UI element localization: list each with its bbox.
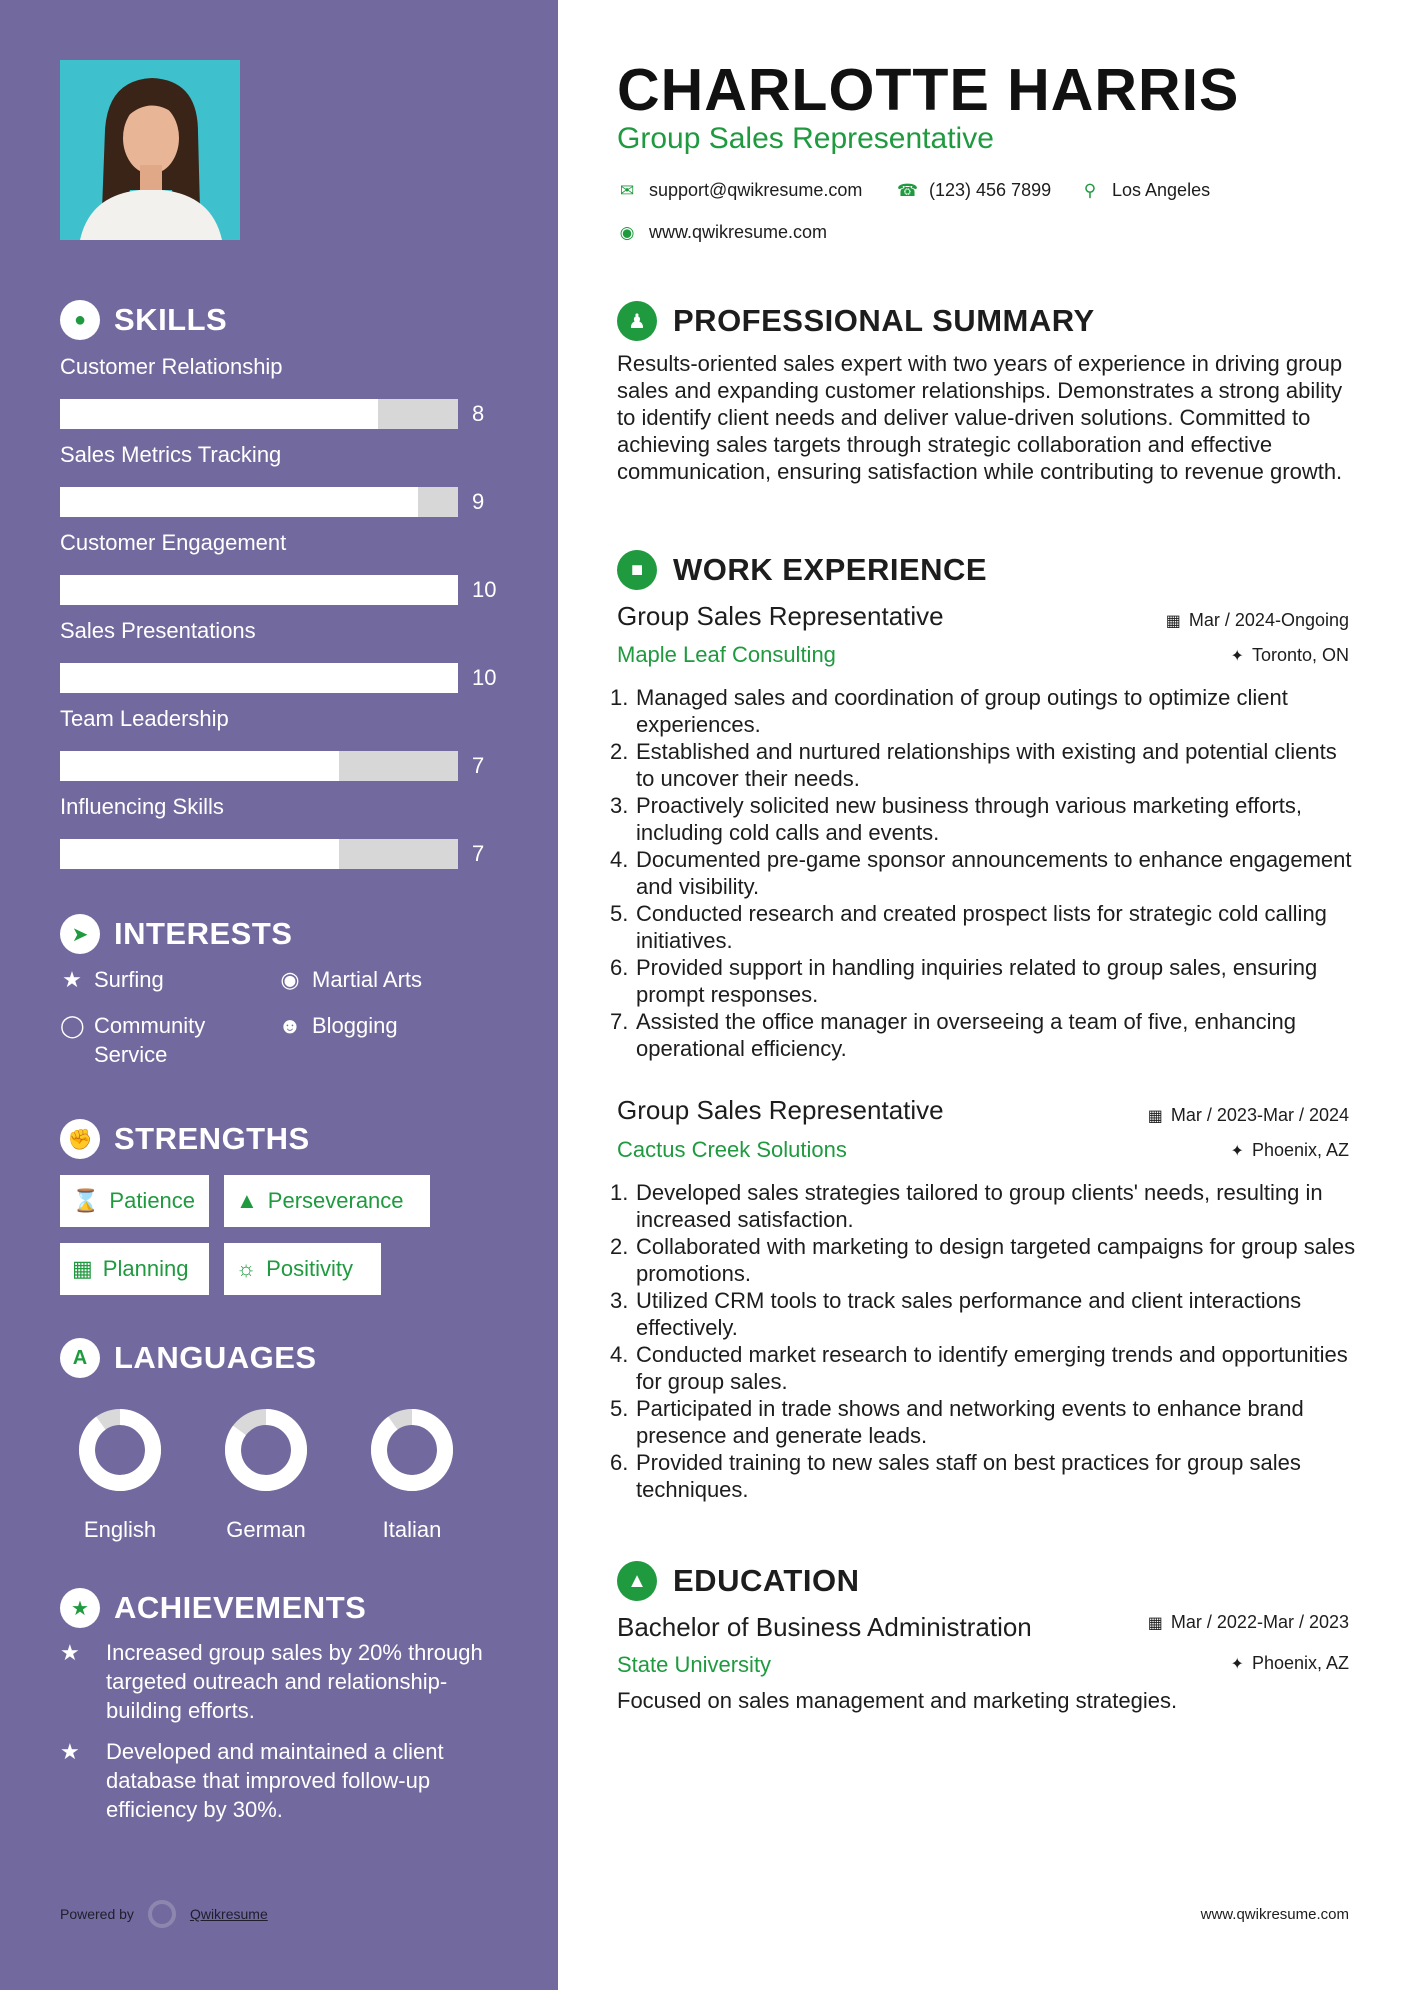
skill-bar-track [60, 487, 458, 517]
education-date: ▦ Mar / 2022-Mar / 2023 [1147, 1612, 1349, 1632]
calendar-icon: ▦ [1147, 1614, 1163, 1632]
list-item: 5. Participated in trade shows and networking events to enhance brand presence and generate leads. [610, 1396, 1304, 1448]
skill-bar-track [60, 751, 458, 781]
strength-tag: ▦ Planning [60, 1243, 209, 1295]
map-pin-icon: ⚲ [1083, 180, 1097, 200]
job-location: ✦ Phoenix, AZ [1230, 1140, 1349, 1160]
skill-item [60, 616, 500, 690]
list-item: 2. Collaborated with marketing to design targeted campaigns for group sales promotions. [610, 1234, 1356, 1286]
envelope-icon: ✉ [619, 180, 635, 200]
language-label: Italian [382, 1517, 442, 1542]
skill-bar-track [60, 575, 458, 605]
summary-text: Results-oriented sales expert with two years of experience in driving group sales and expanding customer relationships. Demonstrates a strong ability to identify client needs and deliver value-driven solutions. Committed to achieving sales targets through strategic collaboration and effective communication, ensuring satisfaction while contributing to revenue growth. [617, 351, 1343, 484]
job-date: ▦ Mar / 2023-Mar / 2024 [1147, 1105, 1349, 1125]
skill-level: 7 [472, 841, 485, 866]
skill-bar-fill [60, 399, 378, 429]
pin-icon: ✦ [1230, 1142, 1244, 1160]
skill-level: 10 [472, 577, 497, 602]
graduation-cap-icon: ▲ [617, 1561, 657, 1601]
education-school: State University [617, 1652, 772, 1677]
skill-bar-fill [60, 487, 418, 517]
skill-bar-fill [60, 839, 339, 869]
shooting-star-icon: ★ [60, 1640, 80, 1665]
hourglass-icon: ⌛ [72, 1188, 100, 1213]
languages-heading: A LANGUAGES [60, 1338, 317, 1378]
strength-tag: ⌛ Patience [60, 1175, 209, 1227]
calendar-icon: ▦ [1147, 1107, 1163, 1125]
list-item: 6. Provided training to new sales staff on best practices for group sales techniques. [610, 1450, 1301, 1502]
achievements-heading: ★ ACHIEVEMENTS [60, 1588, 366, 1628]
language-label: German [226, 1517, 306, 1542]
skill-bar-fill [60, 575, 458, 605]
interest-item: ☻ Blogging [278, 1013, 398, 1038]
powered-by: Powered by Qwikresume [60, 1900, 268, 1928]
education-description: Focused on sales management and marketing strategies. [617, 1688, 1178, 1713]
lightbulb-icon: ● [60, 300, 100, 340]
strengths-heading: ✊ STRENGTHS [60, 1119, 310, 1159]
skill-item [60, 704, 500, 778]
list-item: 4. Documented pre-game sponsor announcements to enhance engagement and visibility. [610, 847, 1352, 899]
achievement-item: ★ Developed and maintained a client database that improved follow-up efficiency by 30%. [60, 1739, 444, 1822]
job-location: ✦ Toronto, ON [1230, 645, 1349, 665]
contact-phone[interactable]: ☎ (123) 456 7899 [897, 180, 1052, 200]
skill-name: Sales Metrics Tracking [60, 442, 282, 467]
list-item: 4. Conducted market research to identify emerging trends and opportunities for group sales. [610, 1342, 1348, 1394]
interests-heading: ➤ INTERESTS [60, 914, 292, 954]
paper-plane-icon: ➤ [60, 914, 100, 954]
job-company: Maple Leaf Consulting [617, 642, 836, 667]
skill-bar-fill [60, 663, 458, 693]
interest-item: ◉ Martial Arts [278, 965, 452, 994]
interest-item: ★ Surfing [60, 965, 234, 994]
contact-location: ⚲ Los Angeles [1080, 180, 1210, 201]
interest-item: ◯ Community Service [60, 1013, 206, 1067]
education-degree: Bachelor of Business Administration [617, 1612, 1032, 1642]
fist-icon: ✊ [60, 1119, 100, 1159]
star-badge-icon: ★ [60, 1588, 100, 1628]
skill-bar-track [60, 839, 458, 869]
skill-bar-track [60, 399, 458, 429]
skill-name: Customer Relationship [60, 354, 283, 379]
skill-item [60, 528, 500, 602]
calendar-icon: ▦ [72, 1256, 93, 1281]
skill-name: Team Leadership [60, 706, 229, 731]
job-date: ▦ Mar / 2024-Ongoing [1165, 610, 1349, 630]
globe-icon: ◉ [280, 967, 300, 992]
education-heading: ▲ EDUCATION [617, 1561, 859, 1601]
strength-tag: ☼ Positivity [224, 1243, 381, 1295]
skill-level: 9 [472, 489, 485, 514]
briefcase-icon: ■ [617, 550, 657, 590]
job-bullets [610, 684, 1360, 1062]
list-item: 5. Conducted research and created prospect lists for strategic cold calling initiatives. [610, 901, 1327, 953]
list-item: 2. Established and nurtured relationships with existing and potential clients to uncover their needs. [610, 739, 1337, 791]
list-item: 7. Assisted the office manager in overseeing a team of five, enhancing operational efficiency. [610, 1009, 1296, 1061]
sidebar [0, 0, 558, 1990]
achievement-item: ★ Increased group sales by 20% through targeted outreach and relationship-building efforts. [60, 1640, 483, 1723]
pin-icon: ✦ [1230, 1655, 1244, 1673]
skill-level: 8 [472, 401, 485, 426]
language-donut [352, 1400, 472, 1500]
skills-heading: ● SKILLS [60, 300, 227, 340]
job-bullets [610, 1179, 1360, 1503]
user-icon: ♟ [617, 301, 657, 341]
list-item: 6. Provided support in handling inquiries related to group sales, ensuring prompt responses. [610, 955, 1318, 1007]
job-company: Cactus Creek Solutions [617, 1137, 847, 1162]
skill-bar-fill [60, 751, 339, 781]
list-item: 3. Proactively solicited new business through various marketing efforts, including cold calls and events. [610, 793, 1303, 845]
list-item: 3. Utilized CRM tools to track sales performance and client interactions effectively. [610, 1288, 1302, 1340]
language-icon: A [60, 1338, 100, 1378]
language-label: English [83, 1517, 157, 1542]
sun-icon: ☼ [236, 1256, 257, 1281]
qwikresume-logo-icon [148, 1900, 176, 1928]
language-donut [60, 1400, 180, 1500]
pin-icon: ✦ [1230, 647, 1244, 665]
experience-heading: ■ WORK EXPERIENCE [617, 550, 987, 590]
job-title: Group Sales Representative [617, 1095, 944, 1125]
skill-item [60, 352, 500, 426]
candidate-name: CHARLOTTE HARRIS [617, 57, 1240, 123]
calendar-icon: ▦ [1165, 612, 1181, 630]
list-item: 1. Managed sales and coordination of group outings to optimize client experiences. [610, 685, 1288, 737]
language-item [352, 1400, 472, 1543]
users-icon: ☻ [278, 1013, 302, 1038]
phone-icon: ☎ [897, 180, 919, 200]
globe-icon: ◉ [619, 222, 635, 242]
skill-bar-track [60, 663, 458, 693]
job-title: Group Sales Representative [617, 601, 944, 631]
skill-name: Influencing Skills [60, 794, 224, 819]
candidate-title: Group Sales Representative [617, 122, 994, 155]
language-item [206, 1400, 326, 1543]
shooting-star-icon: ★ [60, 1739, 80, 1764]
skill-level: 7 [472, 753, 485, 778]
language-donut [206, 1400, 326, 1500]
summary-heading: ♟ PROFESSIONAL SUMMARY [617, 301, 1095, 341]
skill-item [60, 440, 500, 514]
list-item: 1. Developed sales strategies tailored to group clients' needs, resulting in increased satisfaction. [610, 1180, 1323, 1232]
skill-name: Sales Presentations [60, 618, 256, 643]
contact-website[interactable]: ◉ www.qwikresume.com [617, 222, 827, 243]
profile-photo [60, 60, 240, 240]
qwikresume-link[interactable]: Qwikresume [189, 1906, 268, 1922]
language-item [60, 1400, 180, 1543]
skill-name: Customer Engagement [60, 530, 287, 555]
shield-icon: ◯ [60, 1013, 85, 1038]
skill-level: 10 [472, 665, 497, 690]
star-icon: ★ [62, 967, 82, 992]
footer-url[interactable]: www.qwikresume.com [1200, 1906, 1349, 1923]
road-icon: ▲ [236, 1188, 258, 1213]
strength-tag: ▲ Perseverance [224, 1175, 430, 1227]
education-location: ✦ Phoenix, AZ [1230, 1653, 1349, 1673]
contact-email[interactable]: ✉ support@qwikresume.com [617, 180, 862, 201]
skill-item [60, 792, 500, 866]
